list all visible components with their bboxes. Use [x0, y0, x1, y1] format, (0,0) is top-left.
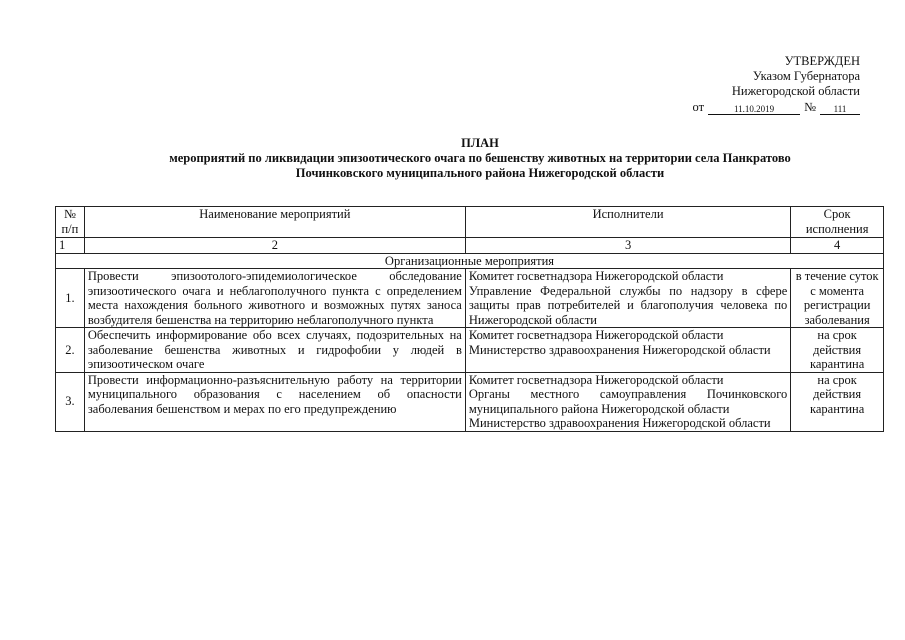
approval-region: Нижегородской области	[731, 84, 860, 98]
header-name: Наименование мероприятий	[84, 207, 465, 238]
header-executors: Исполнители	[465, 207, 790, 238]
title-line-1: мероприятий по ликвидации эпизоотического очага по бешенству животных на территории села Панкратово	[169, 151, 791, 165]
header-term	[791, 207, 884, 238]
header-num	[56, 207, 85, 238]
table-header-row	[56, 207, 884, 238]
executor: Министерство здравоохранения Нижегородской области	[468, 342, 771, 357]
executor: Комитет госветнадзора Нижегородской области	[468, 372, 724, 387]
section-row	[56, 253, 884, 269]
title-heading: ПЛАН	[461, 136, 499, 150]
executor: Комитет госветнадзора Нижегородской области	[468, 328, 724, 342]
approval-from-label: от	[692, 100, 705, 114]
executor: Министерство здравоохранения Нижегородской области	[468, 416, 771, 430]
row-measure: Обеспечить информирование обо всех случаях, подозрительных на заболевание бешенства животных и гидрофобии у людей в эпизоотическом очаге	[84, 328, 465, 373]
table-row	[56, 328, 884, 373]
row-measure: Провести эпизоотолого-эпидемиологическое обследование эпизоотического очага и неблагополучного пункта с определением места нахождения больного животного и возможных путях заноса возбудителя бешенства на территорию неблагополучного пункта	[84, 269, 465, 328]
row-term: на срок действия карантина	[791, 372, 884, 431]
header-term-line-1: Срок	[823, 207, 851, 221]
column-number-row	[56, 238, 884, 254]
approval-decree: Указом Губернатора	[752, 69, 860, 83]
executor: Комитет госветнадзора Нижегородской области	[468, 269, 724, 283]
executor: Управление Федеральной службы по надзору в сфере защиты прав потребителей и благополучия человека по Нижегородской области	[468, 283, 788, 327]
column-number: 2	[84, 238, 465, 254]
row-number: 2.	[56, 328, 85, 373]
approval-stamp	[620, 54, 860, 115]
section-title: Организационные мероприятия	[56, 253, 884, 269]
document-title	[40, 136, 905, 181]
row-executors	[465, 328, 790, 373]
table-row	[56, 372, 884, 431]
row-term: в течение суток с момента регистрации заболевания	[791, 269, 884, 328]
row-term: на срок действия карантина	[791, 328, 884, 373]
approval-status: УТВЕРЖДЕН	[784, 54, 860, 68]
row-number: 3.	[56, 372, 85, 431]
title-line-2: Починковского муниципального района Нижегородской области	[295, 166, 665, 180]
table-row	[56, 269, 884, 328]
approval-date-line	[620, 100, 860, 115]
row-executors	[465, 269, 790, 328]
header-num-line-1: №	[63, 207, 76, 221]
approval-date: 11.10.2019	[708, 104, 800, 115]
header-num-line-2: п/п	[61, 222, 79, 236]
column-number: 3	[465, 238, 790, 254]
column-number: 4	[791, 238, 884, 254]
column-number: 1	[56, 238, 85, 254]
executor: Органы местного самоуправления Починковского муниципального района Нижегородской области	[468, 387, 788, 416]
plan-table	[55, 206, 884, 432]
row-number: 1.	[56, 269, 85, 328]
approval-number: 111	[820, 104, 860, 115]
row-executors	[465, 372, 790, 431]
row-measure: Провести информационно-разъяснительную работу на территории муниципального образования с населением об опасности заболевания бешенством и мерах по его предупреждению	[84, 372, 465, 431]
approval-number-label: №	[804, 100, 816, 114]
header-term-line-2: исполнения	[805, 221, 869, 236]
